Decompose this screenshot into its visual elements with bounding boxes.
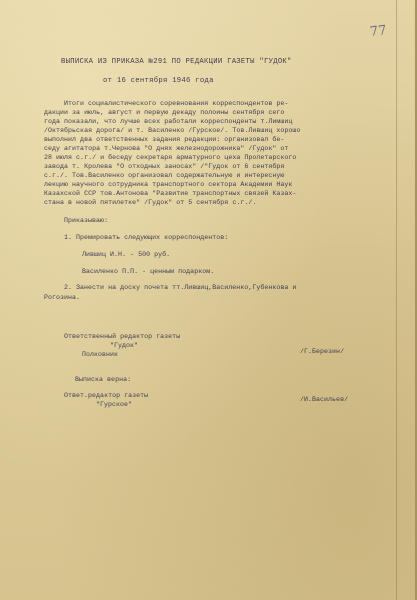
signatory-role: Ответственный редактор газеты xyxy=(64,333,181,340)
paper-fold xyxy=(396,0,397,600)
body-line: года показали, что лучше всех работали корреспонденты т.Лимшиц xyxy=(44,118,293,125)
certifier-name: /И.Васильев/ xyxy=(300,396,349,403)
certification-label: Выписка верна: xyxy=(75,376,132,383)
archive-page-number: 77 xyxy=(369,23,388,40)
order-item-1: 1. Премировать следующих корреспондентов: xyxy=(64,234,229,241)
signatory-newspaper: "Гудок" xyxy=(110,342,139,349)
body-line: завода т. Кролева "О отходных заносах" /"Гудок от 6 сентября xyxy=(44,163,285,170)
signatory-rank: Полковник xyxy=(82,351,119,358)
signatory-name: /Г.Березин/ xyxy=(300,348,345,355)
certifier-role: Ответ.редактор газеты xyxy=(64,392,149,399)
document-date: от 16 сентября 1946 года xyxy=(103,77,214,85)
document-title: ВЫПИСКА ИЗ ПРИКАЗА №291 ПО РЕДАКЦИИ ГАЗЕТЫ "ГУДОК" xyxy=(61,58,292,66)
order-heading: Приказываю: xyxy=(64,217,109,224)
body-line: 28 июля с.г./ и беседу секретаря арматурного цеха Пролетарского xyxy=(44,154,297,161)
body-line: Казахской ССР тов.Антонова "Развитие транспортных связей Казах- xyxy=(44,190,297,197)
body-line: седу агитатора т.Чернова "О днях железнодорожника" /Гудок" от xyxy=(44,145,289,152)
body-line: /Октябрьская дорога/ и т. Василенко /Гурское/. Тов.Лившиц хорошо xyxy=(44,127,301,134)
body-line: лекцию научного сотрудника транспортного сектора Академии Наук xyxy=(44,181,293,188)
body-line: выполнил два ответственных задания редакции: организовал бе- xyxy=(44,136,285,143)
order-item-2: 2. Занести на доску почета тт.Лившиц,Василенко,Губенкова и xyxy=(64,284,297,291)
award-line: Василенко П.П. - ценным подарком. xyxy=(82,268,215,275)
body-line: Итоги социалистического соревнования корреспондентов ре- xyxy=(64,100,289,107)
certifier-newspaper: "Гурское" xyxy=(96,401,133,408)
order-item-2-continued: Рогозина. xyxy=(44,294,81,301)
body-line: дакции за июль, август и первую декаду полоины сентября сего xyxy=(44,109,285,116)
body-line: с.г./. Тов.Василенко организовал содержательную и интересную xyxy=(44,172,285,179)
body-line: стана в новой пятилетке" /Гудок" от 5 сентября с.г./. xyxy=(44,199,257,206)
award-line: Лившиц И.Н. - 500 руб. xyxy=(82,251,171,258)
